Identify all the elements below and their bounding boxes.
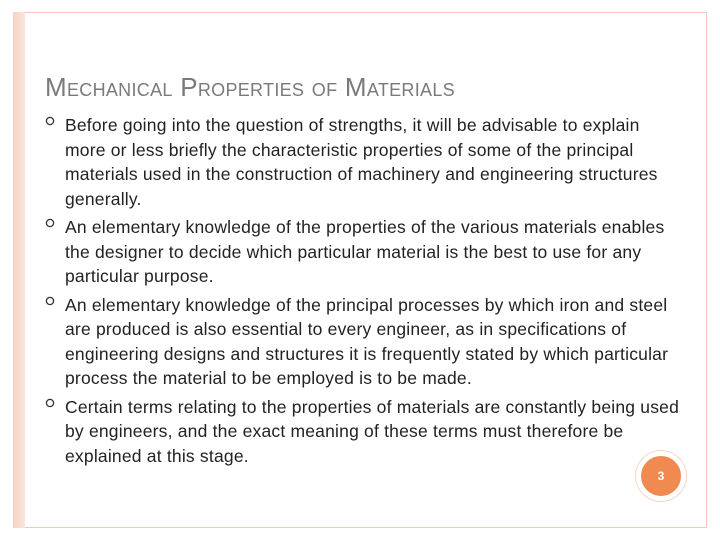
bullet-text: An elementary knowledge of the principal processes by which iron and steel are produced is also essential to every engineer, as in specifications of engineering designs and structures it is frequently stated by which particular process the material to be employed is to be made. [65,294,669,388]
bullet-text: Before going into the question of strengths, it will be advisable to explain more or less briefly the characteristic properties of some of the principal materials used in the construction of machinery and engineering structures generally. [65,115,658,209]
open-circle-bullet-icon [45,218,65,228]
open-circle-bullet-icon [45,296,65,306]
bullet-item [45,293,685,391]
open-circle-bullet-icon [45,398,65,408]
slide-title: Mechanical Properties of Materials [45,72,455,102]
bullet-item [45,395,685,469]
page-number: 3 [657,469,665,483]
slide-left-accent-bar [13,12,25,528]
bullet-item [45,215,685,289]
page-number-badge [636,451,686,501]
bullet-item [45,113,685,211]
open-circle-bullet-icon [45,116,65,126]
bullet-text: An elementary knowledge of the properties of the various materials enables the designer to decide which particular material is the best to use for any particular purpose. [65,217,665,286]
bullet-text: Certain terms relating to the properties of materials are constantly being used by engineers, and the exact meaning of these terms must therefore be explained at this stage. [65,396,680,466]
bullet-list [45,113,685,472]
